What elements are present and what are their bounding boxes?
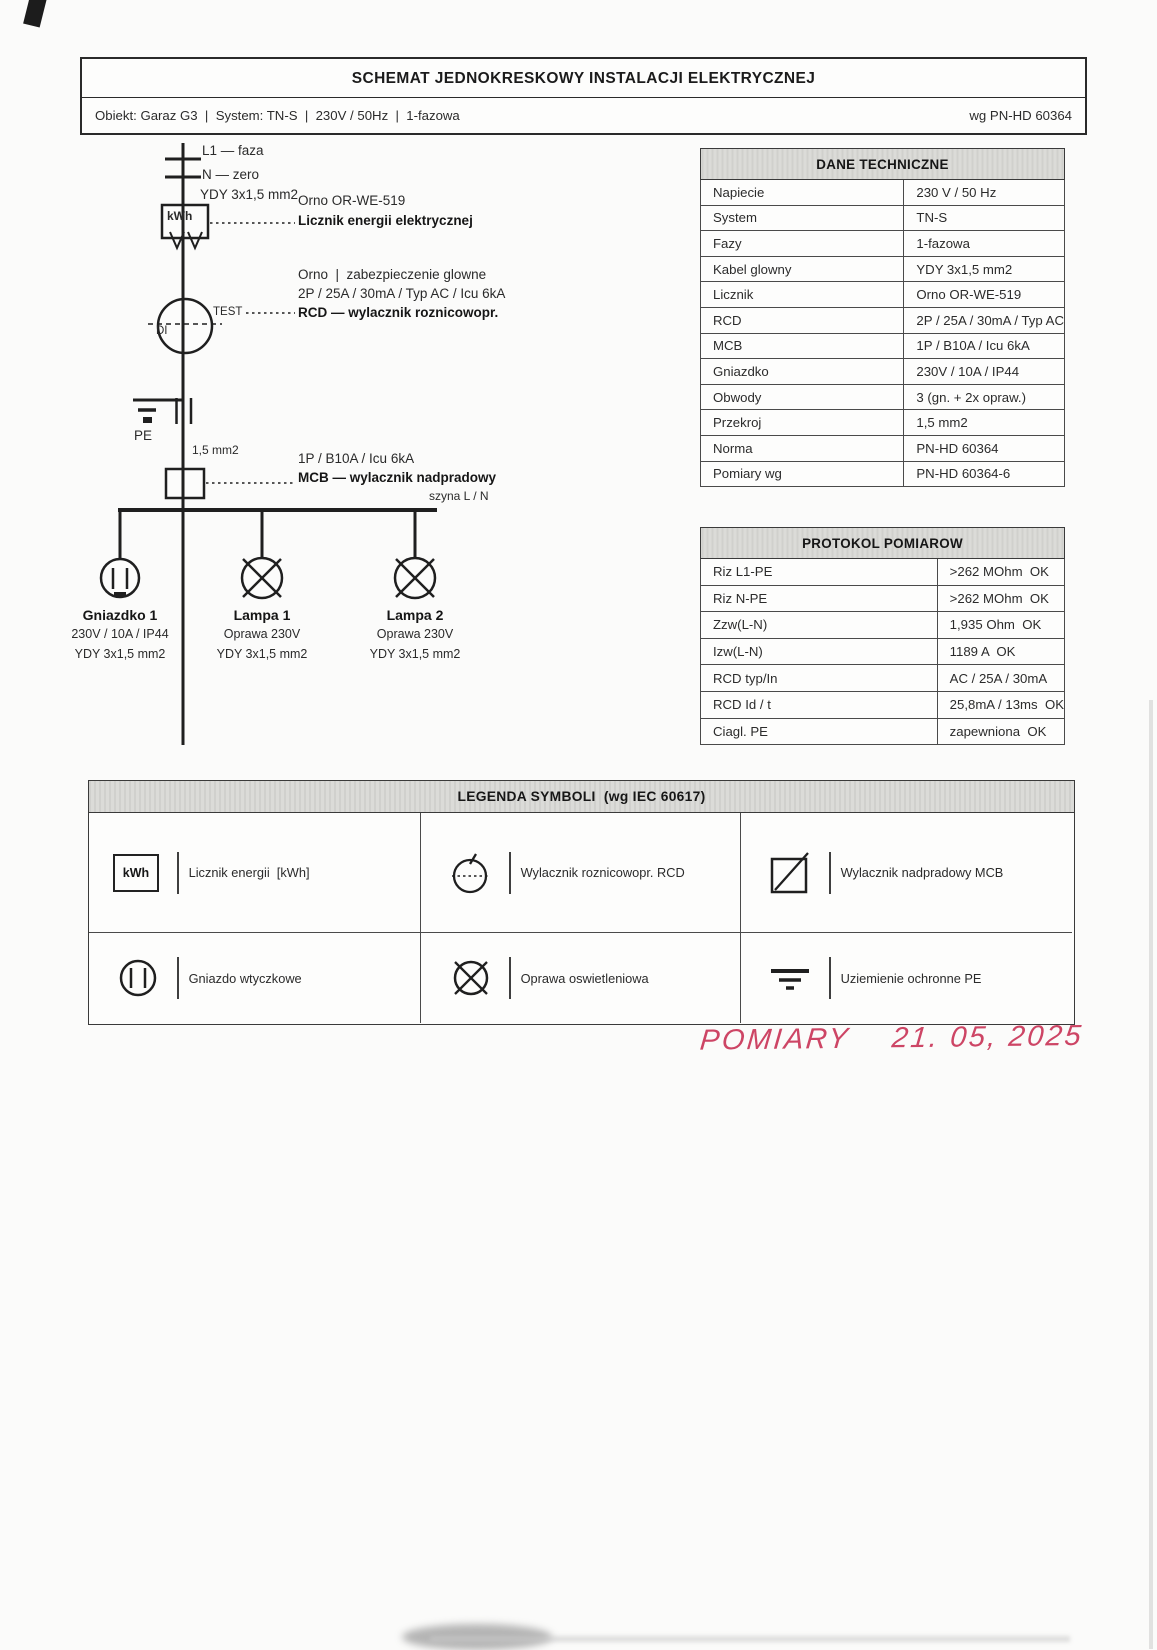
handwritten-note: POMIARY 21. 05, 2025 <box>698 1019 1085 1057</box>
table-row <box>701 307 1065 333</box>
legend-item-earth <box>741 933 1072 1023</box>
circuit2-name: Lampa 1 <box>233 607 291 623</box>
table-row <box>701 205 1065 231</box>
legend-label: Wylacznik roznicowopr. RCD <box>520 865 685 880</box>
row-label: RCD <box>701 307 904 333</box>
title-block <box>80 57 1087 135</box>
row-value: YDY 3x1,5 mm2 <box>904 256 1065 282</box>
row-label: Napiecie <box>701 180 904 206</box>
table-row <box>701 718 1065 745</box>
legend-title: LEGENDA SYMBOLI (wg IEC 60617) <box>89 781 1074 813</box>
row-value: 2P / 25A / 30mA / Typ AC <box>904 307 1065 333</box>
mcb-symbol <box>166 469 204 498</box>
pe-label: PE <box>134 428 153 443</box>
circuit1-rating: 230V / 10A / IP44 <box>71 627 169 641</box>
row-value: PN-HD 60364-6 <box>904 461 1065 487</box>
table-row <box>701 435 1065 461</box>
table-row <box>701 559 1065 586</box>
row-value: 1,935 Ohm OK <box>937 612 1064 639</box>
mcb-icon <box>765 848 815 898</box>
lamp-icon <box>445 952 497 1004</box>
row-value: Orno OR-WE-519 <box>904 282 1065 308</box>
rcd-test-label: TEST <box>213 306 243 318</box>
bus-label: szyna L / N <box>429 489 489 503</box>
legend-label: Licznik energii [kWh] <box>188 865 310 880</box>
rcd-rating-label: 2P / 25A / 30mA / Typ AC / Icu 6kA <box>298 286 506 301</box>
table-row <box>701 231 1065 257</box>
table-row <box>701 333 1065 359</box>
scan-corner-artifact <box>23 0 48 28</box>
rcd-make-label: Orno | zabezpieczenie glowne <box>298 267 487 282</box>
circuit2-rating: Oprawa 230V <box>223 627 301 641</box>
scan-edge-streak <box>1149 700 1153 1649</box>
table-row <box>701 282 1065 308</box>
row-value: 1189 A OK <box>937 638 1064 665</box>
circuit3-name: Lampa 2 <box>386 607 444 623</box>
row-label: Ciagl. PE <box>701 718 938 745</box>
row-label: System <box>701 205 904 231</box>
row-label: Kabel glowny <box>701 256 904 282</box>
circuit1-name: Gniazdko 1 <box>82 607 158 623</box>
table-row <box>701 256 1065 282</box>
rcd-icon <box>445 850 495 896</box>
circuit3-cable: YDY 3x1,5 mm2 <box>369 647 461 661</box>
single-line-diagram <box>71 140 510 760</box>
symbol-legend <box>88 780 1075 1025</box>
row-label: Riz L1-PE <box>701 559 938 586</box>
neutral-label: N — zero <box>202 167 260 182</box>
row-value: 230 V / 50 Hz <box>904 180 1065 206</box>
legend-divider <box>177 957 179 999</box>
scan-smudge-line <box>430 1636 1070 1642</box>
table-row <box>701 585 1065 612</box>
tech-table-title: DANE TECHNICZNE <box>701 149 1065 180</box>
row-value: zapewniona OK <box>937 718 1064 745</box>
diagram-drawing <box>80 140 510 760</box>
legend-item-mcb <box>741 813 1072 933</box>
object-info: Obiekt: Garaz G3 | System: TN-S | 230V / 50Hz | 1-fazowa <box>95 107 460 123</box>
meter-name-label: Licznik energii elektrycznej <box>298 213 473 228</box>
mcb-rating-label: 1P / B10A / Icu 6kA <box>298 451 415 466</box>
row-label: Gniazdko <box>701 359 904 385</box>
legend-divider <box>829 852 831 894</box>
row-label: Izw(L-N) <box>701 638 938 665</box>
legend-item-lamp <box>421 933 741 1023</box>
measurement-protocol-table <box>700 527 1065 745</box>
row-value: 1,5 mm2 <box>904 410 1065 436</box>
table-row <box>701 410 1065 436</box>
legend-divider <box>829 957 831 999</box>
row-value: 25,8mA / 13ms OK <box>937 691 1064 718</box>
row-label: Riz N-PE <box>701 585 938 612</box>
row-label: Fazy <box>701 231 904 257</box>
row-label: Przekroj <box>701 410 904 436</box>
row-label: RCD Id / t <box>701 691 938 718</box>
legend-label: Uziemienie ochronne PE <box>840 970 982 986</box>
legend-label: Gniazdo wtyczkowe <box>188 970 302 986</box>
circuit1-cable: YDY 3x1,5 mm2 <box>74 647 166 661</box>
row-label: Zzw(L-N) <box>701 612 938 639</box>
row-value: PN-HD 60364 <box>904 435 1065 461</box>
technical-data-table <box>700 148 1065 487</box>
rcd-name-label: RCD — wylacznik roznicowopr. <box>298 305 499 320</box>
row-value: 1P / B10A / Icu 6kA <box>904 333 1065 359</box>
load-symbols <box>101 558 435 598</box>
row-value: 3 (gn. + 2x opraw.) <box>904 384 1065 410</box>
legend-item-kwh <box>89 813 421 933</box>
mcb-cable-label: 1,5 mm2 <box>192 443 239 457</box>
table-row <box>701 461 1065 487</box>
row-label: MCB <box>701 333 904 359</box>
legend-item-socket <box>89 933 421 1023</box>
row-label: Obwody <box>701 384 904 410</box>
kwh-box-text: kWh <box>167 209 193 223</box>
legend-label: Wylacznik nadpradowy MCB <box>840 865 1004 880</box>
row-value: >262 MOhm OK <box>937 585 1064 612</box>
row-label: Norma <box>701 435 904 461</box>
table-row <box>701 612 1065 639</box>
row-value: 1-fazowa <box>904 231 1065 257</box>
table-row <box>701 359 1065 385</box>
table-row <box>701 638 1065 665</box>
row-value: AC / 25A / 30mA <box>937 665 1064 692</box>
earth-icon <box>765 956 815 1000</box>
table-row <box>701 384 1065 410</box>
legend-divider <box>509 852 511 894</box>
earth-bar-small <box>143 417 152 423</box>
rcd-di-label: DI <box>156 325 168 337</box>
legend-label: Oprawa oswietleniowa <box>520 970 649 986</box>
row-label: Licznik <box>701 282 904 308</box>
table-row <box>701 691 1065 718</box>
circuit2-cable: YDY 3x1,5 mm2 <box>216 647 308 661</box>
page-title: SCHEMAT JEDNOKRESKOWY INSTALACJI ELEKTRYCZNEJ <box>82 59 1085 98</box>
meter-model-label: Orno OR-WE-519 <box>298 193 406 208</box>
standard-reference: wg PN-HD 60364 <box>969 107 1072 123</box>
legend-divider <box>177 852 179 894</box>
socket-symbol <box>101 559 139 597</box>
l1-phase-label: L1 — faza <box>202 143 264 158</box>
table-row <box>701 180 1065 206</box>
row-value: >262 MOhm OK <box>937 559 1064 586</box>
row-label: Pomiary wg <box>701 461 904 487</box>
row-label: RCD typ/In <box>701 665 938 692</box>
mcb-name-label: MCB — wylacznik nadpradowy <box>298 470 497 485</box>
protocol-table-title: PROTOKOL POMIAROW <box>701 528 1065 559</box>
main-cable-label: YDY 3x1,5 mm2 <box>200 187 299 202</box>
legend-item-rcd <box>421 813 741 933</box>
kwh-meter-icon: kWh <box>113 854 159 892</box>
circuit3-rating: Oprawa 230V <box>376 627 454 641</box>
legend-divider <box>509 957 511 999</box>
socket-icon <box>113 953 163 1003</box>
row-value: 230V / 10A / IP44 <box>904 359 1065 385</box>
table-row <box>701 665 1065 692</box>
row-value: TN-S <box>904 205 1065 231</box>
